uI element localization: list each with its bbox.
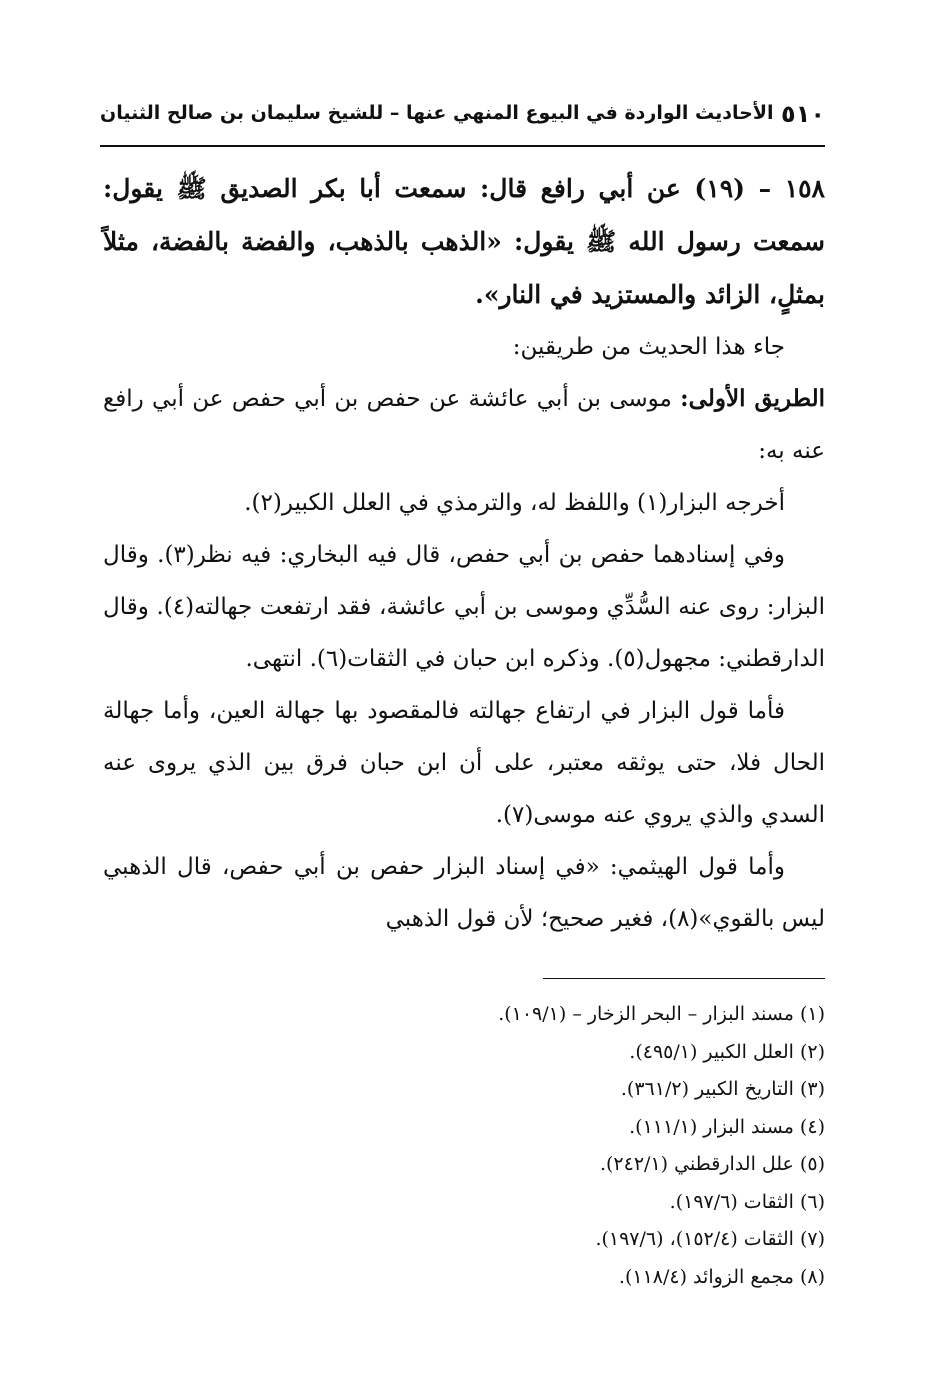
footnote: (١) مسند البزار – البحر الزخار – (١٠٩/١). [498,1003,825,1025]
footnote: (٥) علل الدارقطني (٢٤٢/١). [599,1153,825,1175]
page-header [100,98,825,138]
paragraph [103,841,825,945]
paragraph [103,477,825,529]
paragraph [103,373,825,477]
paragraph [103,685,825,841]
paragraph [103,529,825,685]
paragraph [103,321,825,373]
paragraph-text: أخرجه البزار(١) واللفظ له، والترمذي في العلل الكبير(٢). [244,490,785,516]
footnotes [400,996,825,1296]
footnote: (٦) الثقات (١٩٧/٦). [669,1190,825,1213]
paragraph-text: موسى بن أبي عائشة عن حفص بن أبي حفص عن أبي رافع عنه به: [103,386,825,464]
paragraph-text: وفي إسنادهما حفص بن أبي حفص، قال فيه البخاري: فيه نظر(٣). وقال البزار: روى عنه السُّدِّي وموسى بن أبي عائشة، فقد ارتفعت جهالته(٤). وقال الدارقطني: مجهول(٥). وذكره ابن حبان في الثقات(٦). انتهى. [103,542,825,672]
running-title: الأحاديث الواردة في البيوع المنهي عنها – للشيخ سليمان بن صالح الثنيان [100,102,774,124]
header-rule [100,145,825,147]
paragraph-text: فأما قول البزار في ارتفاع جهالته فالمقصود بها جهالة العين، وأما جهالة الحال فلا، حتى يوثقه معتبر، على أن ابن حبان فرق بين الذي يروى عنه السدي والذي يروي عنه موسى(٧). [103,698,825,828]
footnote: (٧) الثقات (١٥٢/٤)، (١٩٧/٦). [595,1228,825,1250]
footnote: (٤) مسند البزار (١١١/١). [629,1115,825,1138]
footnote: (٣) التاريخ الكبير (٣٦١/٢). [620,1078,825,1100]
page-number: ٥١٠ [781,100,825,128]
section-lead: الطريق الأولى: [680,385,825,412]
footnote: (٢) العلل الكبير (٤٩٥/١). [629,1040,825,1063]
paragraph-text: وأما قول الهيثمي: «في إسناد البزار حفص بن أبي حفص، قال الذهبي ليس بالقوي»(٨)، فغير صحيح؛ لأن قول الذهبي [103,854,825,932]
main-text [103,162,825,945]
paragraph-text: جاء هذا الحديث من طريقين: [512,334,785,360]
footnote: (٨) مجمع الزوائد (١١٨/٤). [618,1265,825,1288]
footnote-rule [543,978,825,979]
hadith-text: ١٥٨ – (١٩) عن أبي رافع قال: سمعت أبا بكر الصديق ﷺ يقول: سمعت رسول الله ﷺ يقول: «الذهب بالذهب، والفضة بالفضة، مثلاً بمثلٍ، الزائد والمستزيد في النار». [103,174,825,309]
